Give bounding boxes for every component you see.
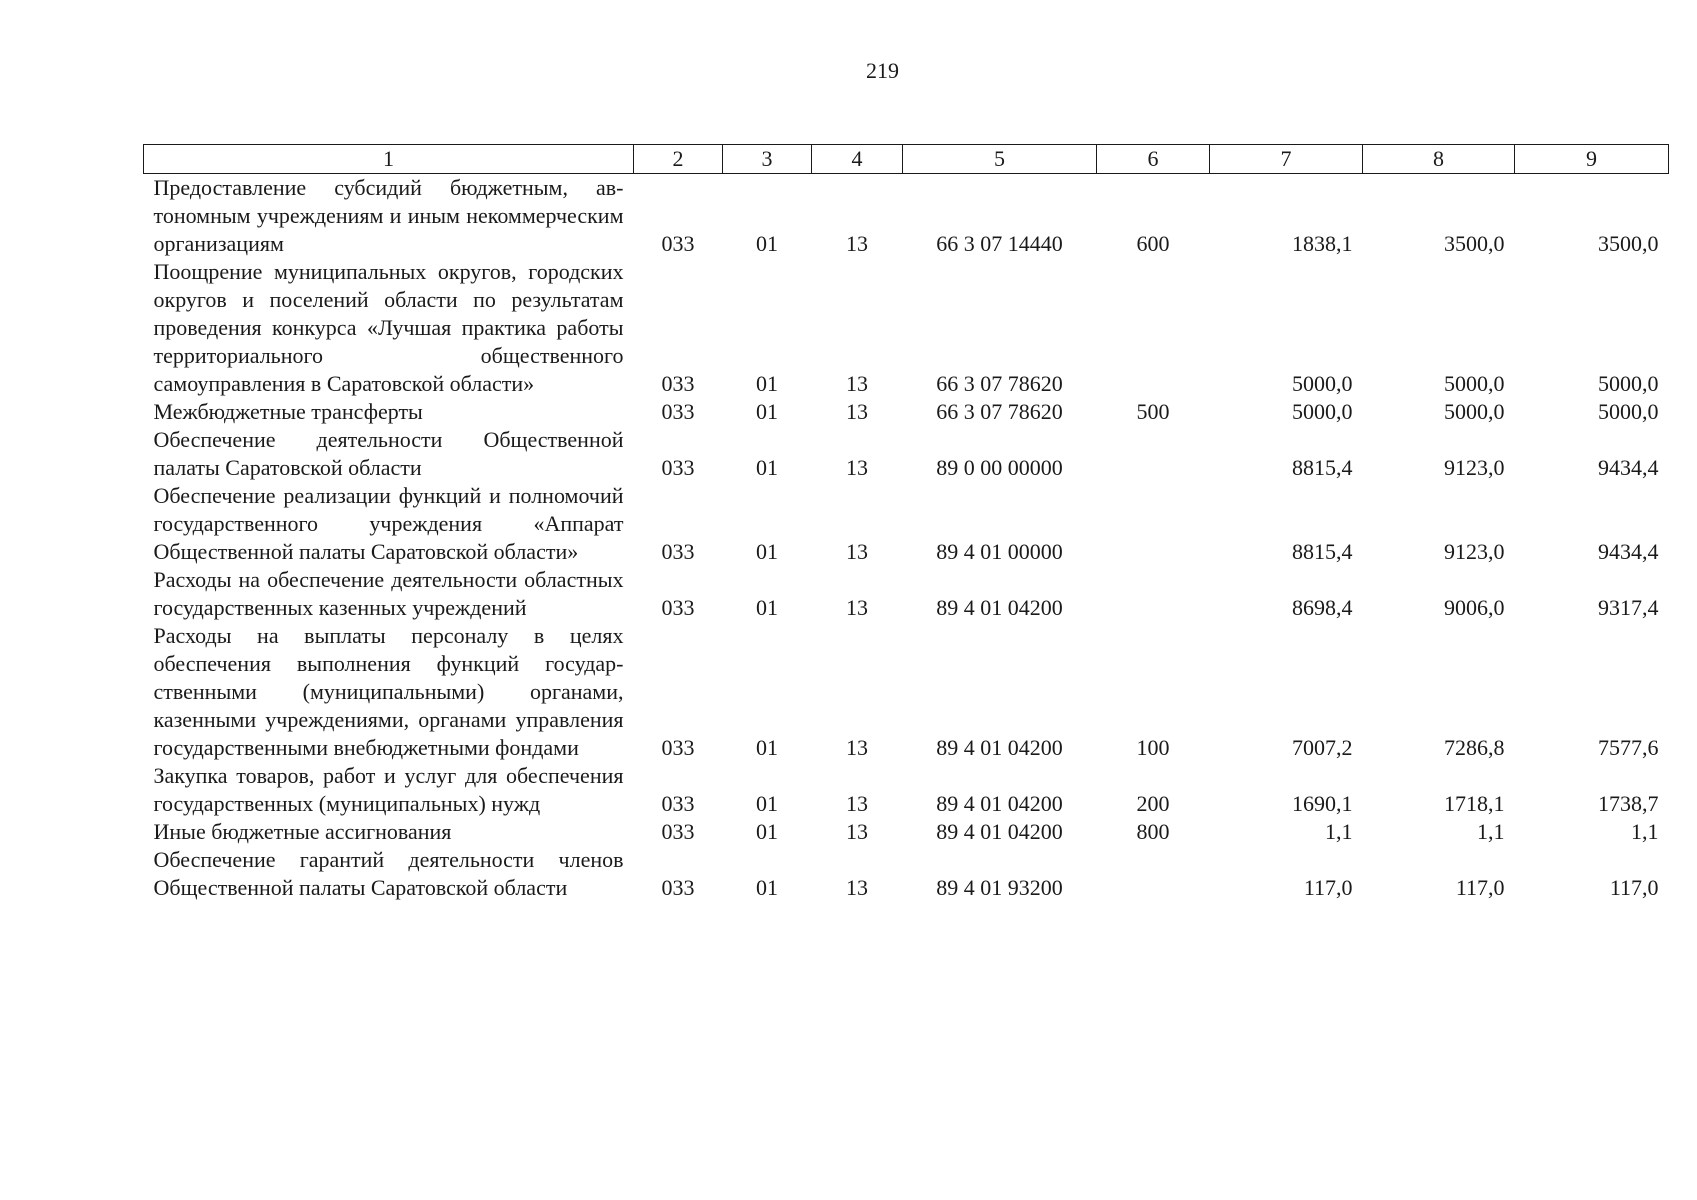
table-row xyxy=(144,174,1669,259)
amount-col-9: 117,0 xyxy=(1609,875,1659,900)
amount-col-9: 5000,0 xyxy=(1598,371,1659,396)
subsection-code: 13 xyxy=(846,735,868,760)
amount-col-8: 5000,0 xyxy=(1444,371,1505,396)
column-header-9: 9 xyxy=(1515,145,1669,174)
amount-col-7: 5000,0 xyxy=(1292,371,1353,396)
row-name: Межбюджетные трансферты xyxy=(153,399,423,424)
column-header-6: 6 xyxy=(1097,145,1210,174)
expense-type-code: 600 xyxy=(1136,231,1170,256)
target-article-code: 89 4 01 04200 xyxy=(936,735,1063,760)
amount-col-7: 7007,2 xyxy=(1292,735,1353,760)
table-row xyxy=(144,622,1669,762)
row-name: Предоставление субсидий бюджетным, автономным учреждениям и иным некоммерческим организациям xyxy=(153,175,624,256)
amount-col-7: 8815,4 xyxy=(1292,455,1353,480)
target-article-code: 89 4 01 00000 xyxy=(936,539,1063,564)
subsection-code: 13 xyxy=(846,231,868,256)
admin-code: 033 xyxy=(661,819,695,844)
target-article-code: 89 4 01 93200 xyxy=(936,875,1063,900)
section-code: 01 xyxy=(756,595,778,620)
section-code: 01 xyxy=(756,875,778,900)
amount-col-8: 9123,0 xyxy=(1444,455,1505,480)
amount-col-7: 117,0 xyxy=(1303,875,1353,900)
target-article-code: 89 4 01 04200 xyxy=(936,791,1063,816)
amount-col-7: 1838,1 xyxy=(1292,231,1353,256)
amount-col-8: 9006,0 xyxy=(1444,595,1505,620)
amount-col-9: 1738,7 xyxy=(1598,791,1659,816)
subsection-code: 13 xyxy=(846,371,868,396)
section-code: 01 xyxy=(756,231,778,256)
admin-code: 033 xyxy=(661,735,695,760)
column-header-8: 8 xyxy=(1363,145,1515,174)
row-name: Расходы на обеспечение деятельности областных государственных казенных учреждений xyxy=(153,567,624,620)
target-article-code: 66 3 07 14440 xyxy=(936,231,1063,256)
expense-type-code xyxy=(1097,258,1210,398)
subsection-code: 13 xyxy=(846,595,868,620)
admin-code: 033 xyxy=(661,371,695,396)
admin-code: 033 xyxy=(661,595,695,620)
table-row xyxy=(144,818,1669,846)
amount-col-7: 8815,4 xyxy=(1292,539,1353,564)
column-header-4: 4 xyxy=(812,145,903,174)
target-article-code: 89 4 01 04200 xyxy=(936,595,1063,620)
column-header-7: 7 xyxy=(1210,145,1363,174)
amount-col-9: 3500,0 xyxy=(1598,231,1659,256)
table-row xyxy=(144,426,1669,482)
page-number: 219 xyxy=(866,58,899,83)
table-body xyxy=(144,174,1669,903)
amount-col-7: 1690,1 xyxy=(1292,791,1353,816)
column-header-1: 1 xyxy=(144,145,634,174)
target-article-code: 66 3 07 78620 xyxy=(936,399,1063,424)
expense-type-code xyxy=(1097,426,1210,482)
subsection-code: 13 xyxy=(846,539,868,564)
subsection-code: 13 xyxy=(846,819,868,844)
column-header-5: 5 xyxy=(903,145,1097,174)
expense-type-code: 100 xyxy=(1136,735,1170,760)
table-row xyxy=(144,846,1669,902)
amount-col-9: 1,1 xyxy=(1631,819,1659,844)
target-article-code: 89 0 00 00000 xyxy=(936,455,1063,480)
row-name: Поощрение муниципальных округов, городских округов и поселений области по результатам проведения конкурса «Лучшая практика работы территориального общественного самоуправления в Саратовской области» xyxy=(153,259,624,396)
admin-code: 033 xyxy=(661,399,695,424)
amount-col-7: 1,1 xyxy=(1325,819,1353,844)
expense-type-code xyxy=(1097,482,1210,566)
amount-col-8: 7286,8 xyxy=(1444,735,1505,760)
expense-type-code xyxy=(1097,846,1210,902)
header-row xyxy=(144,145,1669,174)
row-name: Иные бюджетные ассигнования xyxy=(153,819,452,844)
row-name: Обеспечение деятельности Общественной палаты Саратовской области xyxy=(153,427,624,480)
section-code: 01 xyxy=(756,539,778,564)
table-row xyxy=(144,258,1669,398)
admin-code: 033 xyxy=(661,875,695,900)
section-code: 01 xyxy=(756,399,778,424)
row-name: Обеспечение гарантий деятельности членов Общественной палаты Саратовской области xyxy=(153,847,624,900)
admin-code: 033 xyxy=(661,231,695,256)
admin-code: 033 xyxy=(661,455,695,480)
table-row xyxy=(144,762,1669,818)
target-article-code: 89 4 01 04200 xyxy=(936,819,1063,844)
admin-code: 033 xyxy=(661,791,695,816)
expense-type-code: 500 xyxy=(1136,399,1170,424)
amount-col-9: 7577,6 xyxy=(1598,735,1659,760)
amount-col-9: 9434,4 xyxy=(1598,455,1659,480)
amount-col-7: 5000,0 xyxy=(1292,399,1353,424)
section-code: 01 xyxy=(756,455,778,480)
row-name: Обеспечение реализации функций и полномочий государственного учреждения «Аппарат Общественной палаты Саратовской области» xyxy=(153,483,624,564)
amount-col-8: 5000,0 xyxy=(1444,399,1505,424)
expense-type-code xyxy=(1097,566,1210,622)
subsection-code: 13 xyxy=(846,791,868,816)
amount-col-8: 1,1 xyxy=(1477,819,1505,844)
column-header-2: 2 xyxy=(634,145,723,174)
table-row xyxy=(144,398,1669,426)
expense-type-code: 200 xyxy=(1136,791,1170,816)
expense-type-code: 800 xyxy=(1136,819,1170,844)
section-code: 01 xyxy=(756,735,778,760)
target-article-code: 66 3 07 78620 xyxy=(936,371,1063,396)
section-code: 01 xyxy=(756,371,778,396)
section-code: 01 xyxy=(756,819,778,844)
row-name: Закупка товаров, работ и услуг для обеспечения государственных (муниципальных) нужд xyxy=(153,763,624,816)
table-row xyxy=(144,566,1669,622)
amount-col-9: 9434,4 xyxy=(1598,539,1659,564)
row-name: Расходы на выплаты персоналу в целях обеспечения выполнения функций государственными (муниципальными) органами, казенными учреждениями, органами управления государственными внебюджетными фондами xyxy=(153,623,624,760)
column-header-3: 3 xyxy=(723,145,812,174)
subsection-code: 13 xyxy=(846,875,868,900)
admin-code: 033 xyxy=(661,539,695,564)
amount-col-7: 8698,4 xyxy=(1292,595,1353,620)
amount-col-8: 3500,0 xyxy=(1444,231,1505,256)
subsection-code: 13 xyxy=(846,455,868,480)
amount-col-8: 117,0 xyxy=(1455,875,1505,900)
amount-col-9: 5000,0 xyxy=(1598,399,1659,424)
budget-table xyxy=(143,144,1669,902)
amount-col-9: 9317,4 xyxy=(1598,595,1659,620)
subsection-code: 13 xyxy=(846,399,868,424)
amount-col-8: 9123,0 xyxy=(1444,539,1505,564)
amount-col-8: 1718,1 xyxy=(1444,791,1505,816)
section-code: 01 xyxy=(756,791,778,816)
table-row xyxy=(144,482,1669,566)
